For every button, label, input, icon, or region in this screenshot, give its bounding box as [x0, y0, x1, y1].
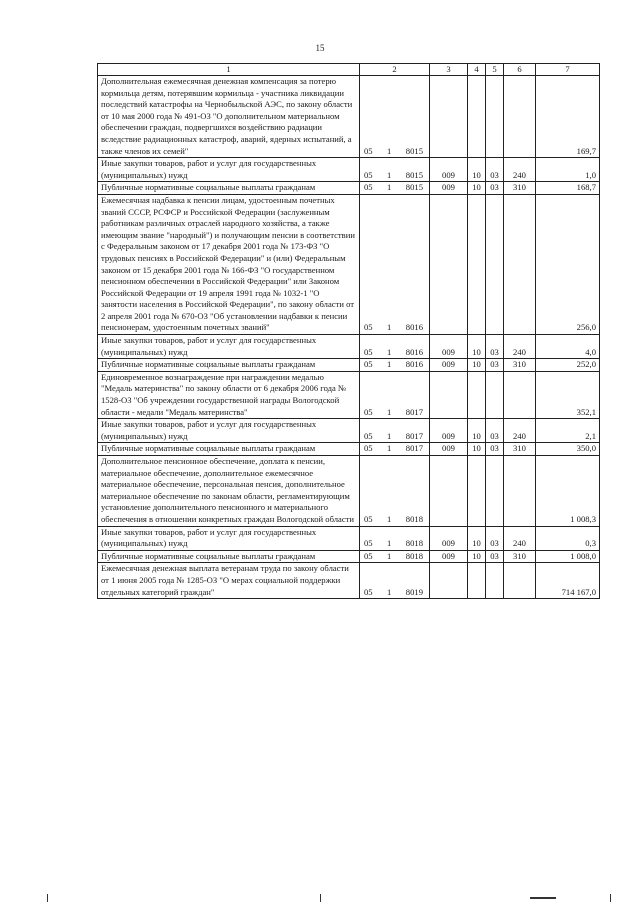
row-col3: 009 — [430, 550, 468, 563]
row-amount: 1,0 — [536, 158, 600, 182]
header-cell: 4 — [468, 64, 486, 76]
code-part-c: 8016 — [405, 346, 423, 357]
row-code-group — [360, 359, 430, 372]
row-col6: 310 — [504, 443, 536, 456]
row-col5 — [486, 563, 504, 599]
row-col4 — [468, 76, 486, 158]
row-col4: 10 — [468, 182, 486, 195]
code-part-b: 1 — [387, 169, 392, 180]
row-col5: 03 — [486, 359, 504, 372]
code-part-c: 8019 — [405, 586, 423, 597]
code-part-a: 05 — [364, 346, 373, 357]
row-amount: 1 008,3 — [536, 456, 600, 527]
row-code-group — [360, 371, 430, 418]
scan-mark — [320, 894, 321, 902]
row-code-group — [360, 335, 430, 359]
row-col3: 009 — [430, 335, 468, 359]
row-col5: 03 — [486, 443, 504, 456]
row-col4: 10 — [468, 443, 486, 456]
row-amount: 168,7 — [536, 182, 600, 195]
code-part-c: 8016 — [405, 322, 423, 333]
row-col6 — [504, 194, 536, 334]
table-row — [98, 359, 600, 372]
row-col3: 009 — [430, 182, 468, 195]
row-col4 — [468, 371, 486, 418]
code-part-c: 8015 — [405, 182, 423, 193]
row-col4 — [468, 563, 486, 599]
table-row — [98, 182, 600, 195]
header-cell: 3 — [430, 64, 468, 76]
code-part-c: 8015 — [405, 169, 423, 180]
table-row — [98, 335, 600, 359]
table-row — [98, 550, 600, 563]
scan-mark — [610, 894, 611, 902]
row-col4: 10 — [468, 359, 486, 372]
row-description: Ежемесячная надбавка к пенсии лицам, удостоенным почетных званий СССР, РСФСР и Российской Федерации (заслуженным работникам различных отраслей народного хозяйства, а также имеющим звание "народный") и получающим пенсии в соответствии с Федеральным законом от 17 декабря 2001 года № 173-ФЗ "О трудовых пенсиях в Российской Федерации" и (или) Федеральным законом от 15 декабря 2001 года № 166-ФЗ "О государственном пенсионном обеспечении в Российской Федерации" или Законом Российской Федерации от 19 апреля 1991 года № 1032-1 "О занятости населения в Российской Федерации", по закону области от 2 апреля 2001 года № 670-ОЗ "Об установлении надбавки к пенсии пенсионерам, удостоенным почетных званий" — [98, 194, 360, 334]
code-part-a: 05 — [364, 359, 373, 370]
row-col4: 10 — [468, 526, 486, 550]
row-col4: 10 — [468, 335, 486, 359]
row-amount: 4,0 — [536, 335, 600, 359]
code-group-values — [360, 170, 429, 182]
row-col6 — [504, 456, 536, 527]
row-description: Публичные нормативные социальные выплаты гражданам — [98, 550, 360, 563]
code-group-values — [360, 587, 429, 599]
table-row — [98, 456, 600, 527]
code-part-a: 05 — [364, 430, 373, 441]
code-part-a: 05 — [364, 406, 373, 417]
row-col4: 10 — [468, 419, 486, 443]
row-col3 — [430, 456, 468, 527]
code-group-values — [360, 538, 429, 550]
row-col3 — [430, 194, 468, 334]
row-col5: 03 — [486, 419, 504, 443]
row-col5: 03 — [486, 158, 504, 182]
header-cell: 5 — [486, 64, 504, 76]
row-col5: 03 — [486, 182, 504, 195]
row-col3: 009 — [430, 158, 468, 182]
row-col6 — [504, 563, 536, 599]
row-code-group — [360, 76, 430, 158]
code-part-a: 05 — [364, 322, 373, 333]
row-col6 — [504, 371, 536, 418]
code-part-b: 1 — [387, 145, 392, 156]
row-description: Публичные нормативные социальные выплаты гражданам — [98, 182, 360, 195]
row-description: Публичные нормативные социальные выплаты гражданам — [98, 443, 360, 456]
row-col5: 03 — [486, 526, 504, 550]
code-group-values — [360, 347, 429, 359]
code-part-a: 05 — [364, 169, 373, 180]
row-amount: 252,0 — [536, 359, 600, 372]
row-description: Иные закупки товаров, работ и услуг для государственных (муниципальных) нужд — [98, 526, 360, 550]
row-col4: 10 — [468, 550, 486, 563]
row-description: Иные закупки товаров, работ и услуг для государственных (муниципальных) нужд — [98, 335, 360, 359]
code-part-c: 8017 — [405, 430, 423, 441]
row-code-group — [360, 194, 430, 334]
row-description: Дополнительное пенсионное обеспечение, доплата к пенсии, материальное обеспечение, дополнительное ежемесячное материальное обеспечение, персональная пенсия, дополнительное материальное обеспечение по законам области, регламентирующим установление дополнительного пенсионного и материального обеспечения в отношении конкретных граждан Вологодской области — [98, 456, 360, 527]
code-part-b: 1 — [387, 406, 392, 417]
row-col5: 03 — [486, 335, 504, 359]
row-col4 — [468, 194, 486, 334]
row-code-group — [360, 158, 430, 182]
code-part-c: 8017 — [405, 406, 423, 417]
row-description: Ежемесячная денежная выплата ветеранам труда по закону области от 1 июня 2005 года № 1285-ОЗ "О мерах социальной поддержки отдельных категорий граждан" — [98, 563, 360, 599]
row-amount: 352,1 — [536, 371, 600, 418]
row-code-group — [360, 456, 430, 527]
row-amount: 350,0 — [536, 443, 600, 456]
row-code-group — [360, 563, 430, 599]
row-col4 — [468, 456, 486, 527]
code-part-b: 1 — [387, 322, 392, 333]
code-group-values — [360, 431, 429, 443]
header-cell: 2 — [360, 64, 430, 76]
row-col5 — [486, 76, 504, 158]
row-amount: 2,1 — [536, 419, 600, 443]
code-part-b: 1 — [387, 430, 392, 441]
row-code-group — [360, 182, 430, 195]
row-code-group — [360, 526, 430, 550]
row-col6: 240 — [504, 158, 536, 182]
code-part-b: 1 — [387, 513, 392, 524]
code-group-values — [360, 514, 429, 526]
table-row — [98, 419, 600, 443]
row-col6 — [504, 76, 536, 158]
code-part-a: 05 — [364, 550, 373, 561]
table-row — [98, 194, 600, 334]
row-amount: 1 008,0 — [536, 550, 600, 563]
budget-table — [97, 63, 600, 599]
code-part-b: 1 — [387, 586, 392, 597]
code-part-b: 1 — [387, 359, 392, 370]
code-part-b: 1 — [387, 550, 392, 561]
code-group-values — [360, 359, 429, 371]
row-col6: 240 — [504, 419, 536, 443]
code-part-b: 1 — [387, 443, 392, 454]
table-row — [98, 371, 600, 418]
row-col5 — [486, 456, 504, 527]
code-group-values — [360, 551, 429, 563]
row-col6: 240 — [504, 526, 536, 550]
row-amount: 169,7 — [536, 76, 600, 158]
code-part-a: 05 — [364, 443, 373, 454]
row-amount: 0,3 — [536, 526, 600, 550]
code-part-a: 05 — [364, 145, 373, 156]
code-part-c: 8018 — [405, 538, 423, 549]
code-part-c: 8017 — [405, 443, 423, 454]
header-cell: 7 — [536, 64, 600, 76]
row-col3: 009 — [430, 359, 468, 372]
table-body — [98, 64, 600, 599]
code-part-c: 8018 — [405, 550, 423, 561]
code-part-c: 8015 — [405, 145, 423, 156]
table-row — [98, 443, 600, 456]
row-description: Иные закупки товаров, работ и услуг для государственных (муниципальных) нужд — [98, 158, 360, 182]
page-number: 15 — [315, 43, 325, 53]
row-col3 — [430, 76, 468, 158]
row-col5 — [486, 371, 504, 418]
row-description: Единовременное вознаграждение при награждении медалью "Медаль материнства" по закону области от 6 декабря 2006 года № 1528-ОЗ "Об учреждении государственной награды Вологодской области - медали "Медаль материнства" — [98, 371, 360, 418]
scan-mark — [47, 894, 48, 902]
row-code-group — [360, 443, 430, 456]
row-amount: 714 167,0 — [536, 563, 600, 599]
table-row — [98, 563, 600, 599]
code-part-a: 05 — [364, 513, 373, 524]
row-col6: 310 — [504, 182, 536, 195]
row-code-group — [360, 550, 430, 563]
code-group-values — [360, 407, 429, 419]
row-col3 — [430, 371, 468, 418]
row-col6: 240 — [504, 335, 536, 359]
table-row — [98, 158, 600, 182]
code-part-b: 1 — [387, 182, 392, 193]
header-cell: 1 — [98, 64, 360, 76]
row-col3: 009 — [430, 443, 468, 456]
header-cell: 6 — [504, 64, 536, 76]
header-row — [98, 64, 600, 76]
row-description: Публичные нормативные социальные выплаты гражданам — [98, 359, 360, 372]
code-part-b: 1 — [387, 538, 392, 549]
row-col5 — [486, 194, 504, 334]
row-col6: 310 — [504, 359, 536, 372]
row-col6: 310 — [504, 550, 536, 563]
row-description: Дополнительная ежемесячная денежная компенсация за потерю кормильца детям, потерявшим кормильца - участника ликвидации последствий катастрофы на Чернобыльской АЭС, по закону области от 10 мая 2000 года № 491-ОЗ "О дополнительном материальном обеспечении граждан, подвергшихся воздействию радиации вследствие радиационных катастроф, аварий, ядерных испытаний, а также членов их семей" — [98, 76, 360, 158]
code-group-values — [360, 443, 429, 455]
code-group-values — [360, 182, 429, 194]
table-row — [98, 76, 600, 158]
row-code-group — [360, 419, 430, 443]
row-col3: 009 — [430, 419, 468, 443]
row-amount: 256,0 — [536, 194, 600, 334]
code-part-a: 05 — [364, 538, 373, 549]
row-description: Иные закупки товаров, работ и услуг для государственных (муниципальных) нужд — [98, 419, 360, 443]
code-part-c: 8018 — [405, 513, 423, 524]
code-group-values — [360, 322, 429, 334]
row-col3: 009 — [430, 526, 468, 550]
code-part-a: 05 — [364, 586, 373, 597]
code-part-c: 8016 — [405, 359, 423, 370]
scan-mark — [530, 897, 556, 899]
row-col5: 03 — [486, 550, 504, 563]
row-col3 — [430, 563, 468, 599]
table-row — [98, 526, 600, 550]
row-col4: 10 — [468, 158, 486, 182]
code-part-a: 05 — [364, 182, 373, 193]
code-part-b: 1 — [387, 346, 392, 357]
code-group-values — [360, 146, 429, 158]
